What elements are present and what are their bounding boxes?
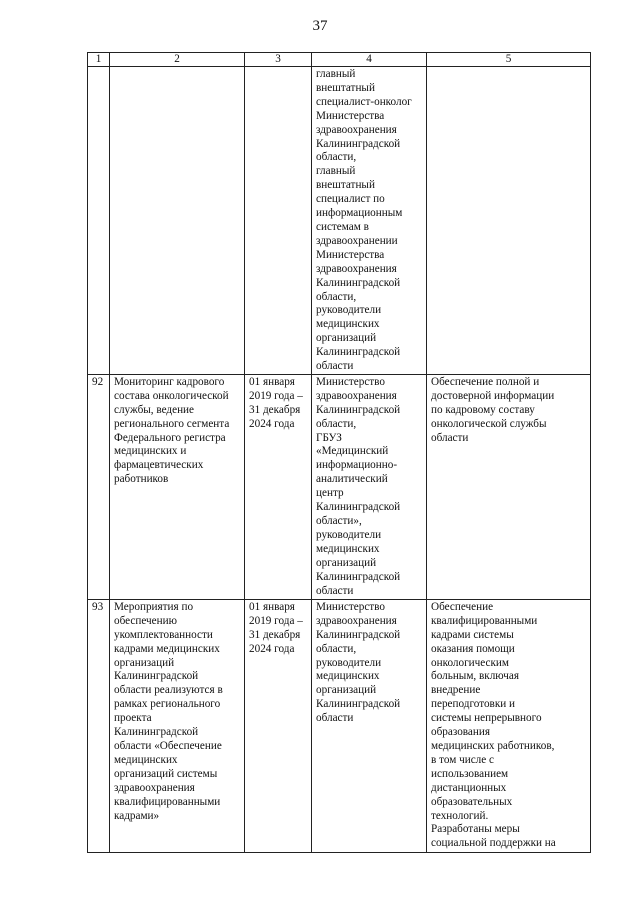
table-row [88, 374, 591, 599]
responsible-cell: Министерство здравоохранения Калининградской области, ГБУЗ «Медицинский информационно- аналитический центр Калининградской области», руководители медицинских организаций Калининградской области [312, 374, 427, 599]
column-number: 3 [245, 53, 312, 67]
period-cell: 01 января 2019 года – 31 декабря 2024 года [245, 374, 312, 599]
measures-table [87, 52, 591, 853]
column-number: 4 [312, 53, 427, 67]
result-cell: Обеспечение квалифицированными кадрами системы оказания помощи онкологическим больным, включая внедрение переподготовки и системы непрерывного образования медицинских работников, в том числе с использованием дистанционных образовательных технологий. Разработаны меры социальной поддержки на [427, 599, 591, 852]
responsible-cell: Министерство здравоохранения Калининградской области, руководители медицинских организаций Калининградской области [312, 599, 427, 852]
period-cell: 01 января 2019 года – 31 декабря 2024 года [245, 599, 312, 852]
responsible-cell: главный внештатный специалист-онколог Министерства здравоохранения Калининградской области, главный внештатный специалист по информационным системам в здравоохранении Министерства здравоохранения Калининградской области, руководители медицинских организаций Калининградской области [312, 67, 427, 375]
page-number: 37 [312, 18, 328, 34]
row-number-cell: 93 [88, 599, 110, 852]
column-number: 5 [427, 53, 591, 67]
period-cell [245, 67, 312, 375]
result-cell: Обеспечение полной и достоверной информации по кадровому составу онкологической службы области [427, 374, 591, 599]
column-number: 1 [88, 53, 110, 67]
row-number-cell: 92 [88, 374, 110, 599]
table-row [88, 599, 591, 852]
measure-name-cell: Мониторинг кадрового состава онкологической службы, ведение регионального сегмента Федерального регистра медицинских и фармацевтических работников [110, 374, 245, 599]
measure-name-cell: Мероприятия по обеспечению укомплектованности кадрами медицинских организаций Калининградской области реализуются в рамках регионального проекта Калининградской области «Обеспечение медицинских организаций системы здравоохранения квалифицированными кадрами» [110, 599, 245, 852]
column-number-row [88, 53, 591, 67]
measure-name-cell [110, 67, 245, 375]
result-cell [427, 67, 591, 375]
row-number-cell [88, 67, 110, 375]
column-number: 2 [110, 53, 245, 67]
table-row [88, 67, 591, 375]
